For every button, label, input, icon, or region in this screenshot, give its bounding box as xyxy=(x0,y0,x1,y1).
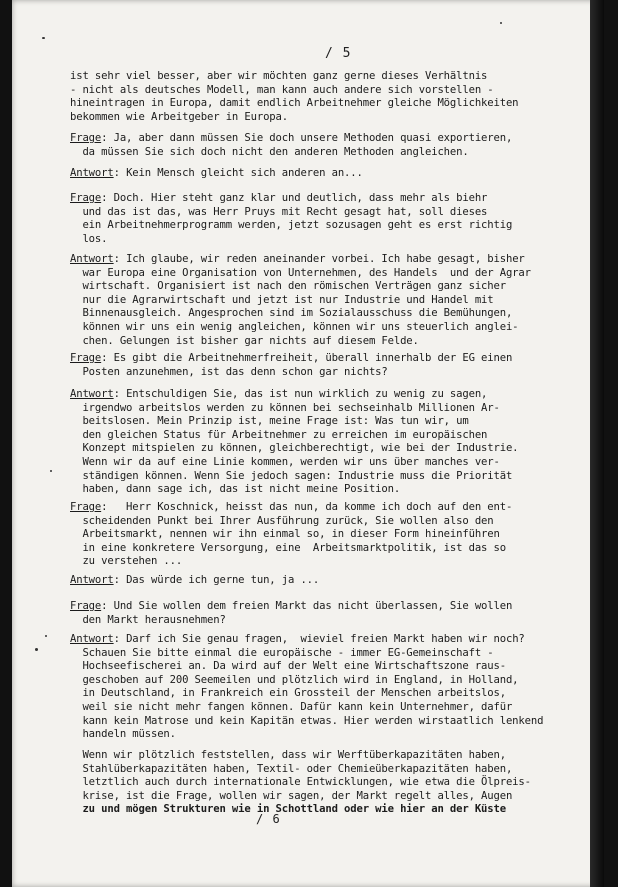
speaker-label: Antwort xyxy=(70,388,114,400)
text-line xyxy=(70,687,543,701)
text-line xyxy=(70,803,531,817)
text-line xyxy=(70,280,531,294)
line-text: weil sie nicht mehr fangen können. Dafür kann kein Unternehmer, dafür xyxy=(70,700,513,713)
answer-paragraph xyxy=(70,167,363,181)
speaker-label: Frage xyxy=(70,352,102,364)
scan-speck xyxy=(500,22,502,24)
text-paragraph xyxy=(70,749,531,817)
scan-speck xyxy=(45,635,47,637)
document-page xyxy=(12,0,604,887)
line-text: hineintragen in Europa, damit endlich Arbeitnehmer gleiche Möglichkeiten xyxy=(70,97,519,110)
line-text: : Ja, aber dann müssen Sie doch unsere Methoden quasi exportieren, xyxy=(101,132,513,144)
text-line xyxy=(70,600,512,614)
text-line xyxy=(70,402,518,416)
line-text: : Es gibt die Arbeitnehmerfreiheit, überall innerhalb der EG einen xyxy=(101,352,513,364)
text-line xyxy=(70,555,512,569)
line-text: den gleichen Status für Arbeitnehmer zu erreichen im europäischen xyxy=(70,428,488,441)
line-text: haben, dann sage ich, das ist nicht meine Position. xyxy=(70,483,401,496)
line-text: und das ist das, was Herr Pruys mit Recht gesagt hat, soll dieses xyxy=(70,205,488,218)
answer-paragraph xyxy=(70,253,531,348)
speaker-label: Antwort xyxy=(70,574,114,586)
line-text: ist sehr viel besser, aber wir möchten ganz gerne dieses Verhältnis xyxy=(70,70,488,82)
question-paragraph xyxy=(70,501,512,569)
scan-edge-shadow xyxy=(590,0,604,887)
text-line xyxy=(70,515,512,529)
text-line xyxy=(70,728,543,742)
question-paragraph xyxy=(70,352,512,379)
line-text: : Darf ich Sie genau fragen, wieviel freien Markt haben wir noch? xyxy=(113,633,525,645)
line-text: Wenn wir plötzlich feststellen, dass wir Werftüberkapazitäten haben, xyxy=(70,749,506,761)
speaker-label: Antwort xyxy=(70,167,114,179)
line-text: nur die Agrarwirtschaft und jetzt ist nur Industrie und Handel mit xyxy=(70,293,494,306)
line-text: da müssen Sie sich doch nicht den anderen Methoden angleichen. xyxy=(70,145,469,158)
line-text: Konzept mitspielen zu können, gleichberechtigt, wie bei der Industrie. xyxy=(70,442,519,455)
line-text: kann kein Matrose und kein Kapitän etwas. Hier werden wirstaatlich lenkend xyxy=(70,714,544,727)
text-line xyxy=(70,84,518,98)
text-line xyxy=(70,647,543,661)
line-text: den Markt herausnehmen? xyxy=(70,613,226,626)
text-line xyxy=(70,253,531,267)
speaker-label: Frage xyxy=(70,600,102,612)
text-paragraph xyxy=(70,70,518,124)
line-text: ständigen können. Wenn Sie jedoch sagen: Industrie muss die Priorität xyxy=(70,469,513,482)
line-text: war Europa eine Organisation von Unternehmen, des Handels und der Agrar xyxy=(70,266,531,279)
line-text: : Das würde ich gerne tun, ja ... xyxy=(113,574,320,586)
line-text: irgendwo arbeitslos werden zu können bei sechseinhalb Millionen Ar- xyxy=(70,401,500,414)
text-line xyxy=(70,763,531,777)
line-text: Stahlüberkapazitäten haben, Textil- oder Chemieüberkapazitäten haben, xyxy=(70,762,513,775)
text-line xyxy=(70,111,518,125)
text-line xyxy=(70,470,518,484)
text-line xyxy=(70,307,531,321)
line-text: in Deutschland, in Frankreich ein Grossteil der Menschen arbeitslos, xyxy=(70,687,506,700)
text-line xyxy=(70,352,512,366)
speaker-label: Frage xyxy=(70,501,102,513)
text-line xyxy=(70,701,543,715)
question-paragraph xyxy=(70,132,512,159)
speaker-label: Frage xyxy=(70,192,102,204)
text-line xyxy=(70,70,518,84)
line-text: : Kein Mensch gleicht sich anderen an... xyxy=(113,167,363,179)
line-text: ein Arbeitnehmerprogramm werden, jetzt sozusagen geht es erst richtig xyxy=(70,219,513,232)
line-text: beitslosen. Mein Prinzip ist, meine Frage ist: Was tun wir, um xyxy=(70,415,469,428)
line-text: - nicht als deutsches Modell, man kann auch andere sich vorstellen - xyxy=(70,83,494,96)
text-line xyxy=(70,388,518,402)
line-text: Binnenausgleich. Angesprochen sind im Sozialausschuss die Bemühungen, xyxy=(70,307,513,320)
text-line xyxy=(70,715,543,729)
text-line xyxy=(70,674,543,688)
page-number-top: / 5 xyxy=(325,46,352,61)
text-line xyxy=(70,574,319,588)
line-text: Schauen Sie bitte einmal die europäische - immer EG-Gemeinschaft - xyxy=(70,646,494,659)
line-text: Hochseefischerei an. Da wird auf der Welt eine Wirtschaftszone raus- xyxy=(70,660,506,673)
page-number-bottom: / 6 xyxy=(256,812,281,826)
answer-paragraph xyxy=(70,633,543,742)
text-line xyxy=(70,660,543,674)
line-text: krise, ist die Frage, wollen wir sagen, der Markt regelt alles, Augen xyxy=(70,789,513,802)
line-text: wirtschaft. Organisiert ist nach den römischen Verträgen ganz sicher xyxy=(70,280,506,293)
text-line xyxy=(70,366,512,380)
text-line xyxy=(70,442,518,456)
line-text: : Entschuldigen Sie, das ist nun wirklich zu wenig zu sagen, xyxy=(113,388,488,400)
line-text: Posten anzunehmen, ist das denn schon gar nichts? xyxy=(70,365,388,378)
line-text: zu verstehen ... xyxy=(70,555,183,568)
text-line xyxy=(70,790,531,804)
text-line xyxy=(70,483,518,497)
text-line xyxy=(70,501,512,515)
text-line xyxy=(70,456,518,470)
line-text: los. xyxy=(70,232,108,245)
speaker-label: Antwort xyxy=(70,633,114,645)
line-text: : Herr Koschnick, heisst das nun, da komme ich doch auf den ent- xyxy=(101,501,513,513)
text-line xyxy=(70,233,512,247)
text-line xyxy=(70,335,531,349)
text-line xyxy=(70,528,512,542)
text-line xyxy=(70,192,512,206)
text-line xyxy=(70,97,518,111)
text-line xyxy=(70,749,531,763)
text-line xyxy=(70,267,531,281)
line-text: letztlich auch durch internationale Entwicklungen, wie etwa die Ölpreis- xyxy=(70,776,531,789)
text-line xyxy=(70,219,512,233)
line-text: Arbeitsmarkt, nennen wir ihn einmal so, in dieser Form hineinführen xyxy=(70,528,500,541)
answer-paragraph xyxy=(70,388,518,497)
text-line xyxy=(70,206,512,220)
text-line xyxy=(70,321,531,335)
line-text: : Und Sie wollen dem freien Markt das nicht überlassen, Sie wollen xyxy=(101,600,513,612)
text-line xyxy=(70,146,512,160)
line-text: chen. Gelungen ist bisher gar nichts auf diesem Felde. xyxy=(70,334,419,347)
line-text: handeln müssen. xyxy=(70,728,176,741)
line-text: geschoben auf 200 Seemeilen und plötzlich wird in England, in Holland, xyxy=(70,673,519,686)
scan-speck xyxy=(50,470,52,472)
line-text: bekommen wie Arbeitgeber in Europa. xyxy=(70,110,288,123)
text-line xyxy=(70,167,363,181)
text-line xyxy=(70,294,531,308)
text-line xyxy=(70,542,512,556)
question-paragraph xyxy=(70,192,512,246)
line-text: scheidenden Punkt bei Ihrer Ausführung zurück, Sie wollen also den xyxy=(70,514,494,527)
text-line xyxy=(70,132,512,146)
speaker-label: Frage xyxy=(70,132,102,144)
line-text: : Doch. Hier steht ganz klar und deutlich, dass mehr als biehr xyxy=(101,192,488,204)
question-paragraph xyxy=(70,600,512,627)
text-line xyxy=(70,614,512,628)
text-line xyxy=(70,776,531,790)
line-text: zu und mögen Strukturen wie in Schottland oder wie hier an der Küste xyxy=(70,803,506,816)
answer-paragraph xyxy=(70,574,319,588)
line-text: : Ich glaube, wir reden aneinander vorbei. Ich habe gesagt, bisher xyxy=(113,253,525,265)
scan-speck xyxy=(35,648,38,651)
scan-speck xyxy=(42,37,45,39)
line-text: Wenn wir da auf eine Linie kommen, werden wir uns über manches ver- xyxy=(70,455,500,468)
line-text: in eine konkretere Versorgung, eine Arbeitsmarktpolitik, ist das so xyxy=(70,541,506,554)
speaker-label: Antwort xyxy=(70,253,114,265)
text-line xyxy=(70,429,518,443)
text-line xyxy=(70,415,518,429)
text-line xyxy=(70,633,543,647)
line-text: können wir uns ein wenig angleichen, können wir uns steuerlich anglei- xyxy=(70,320,519,333)
